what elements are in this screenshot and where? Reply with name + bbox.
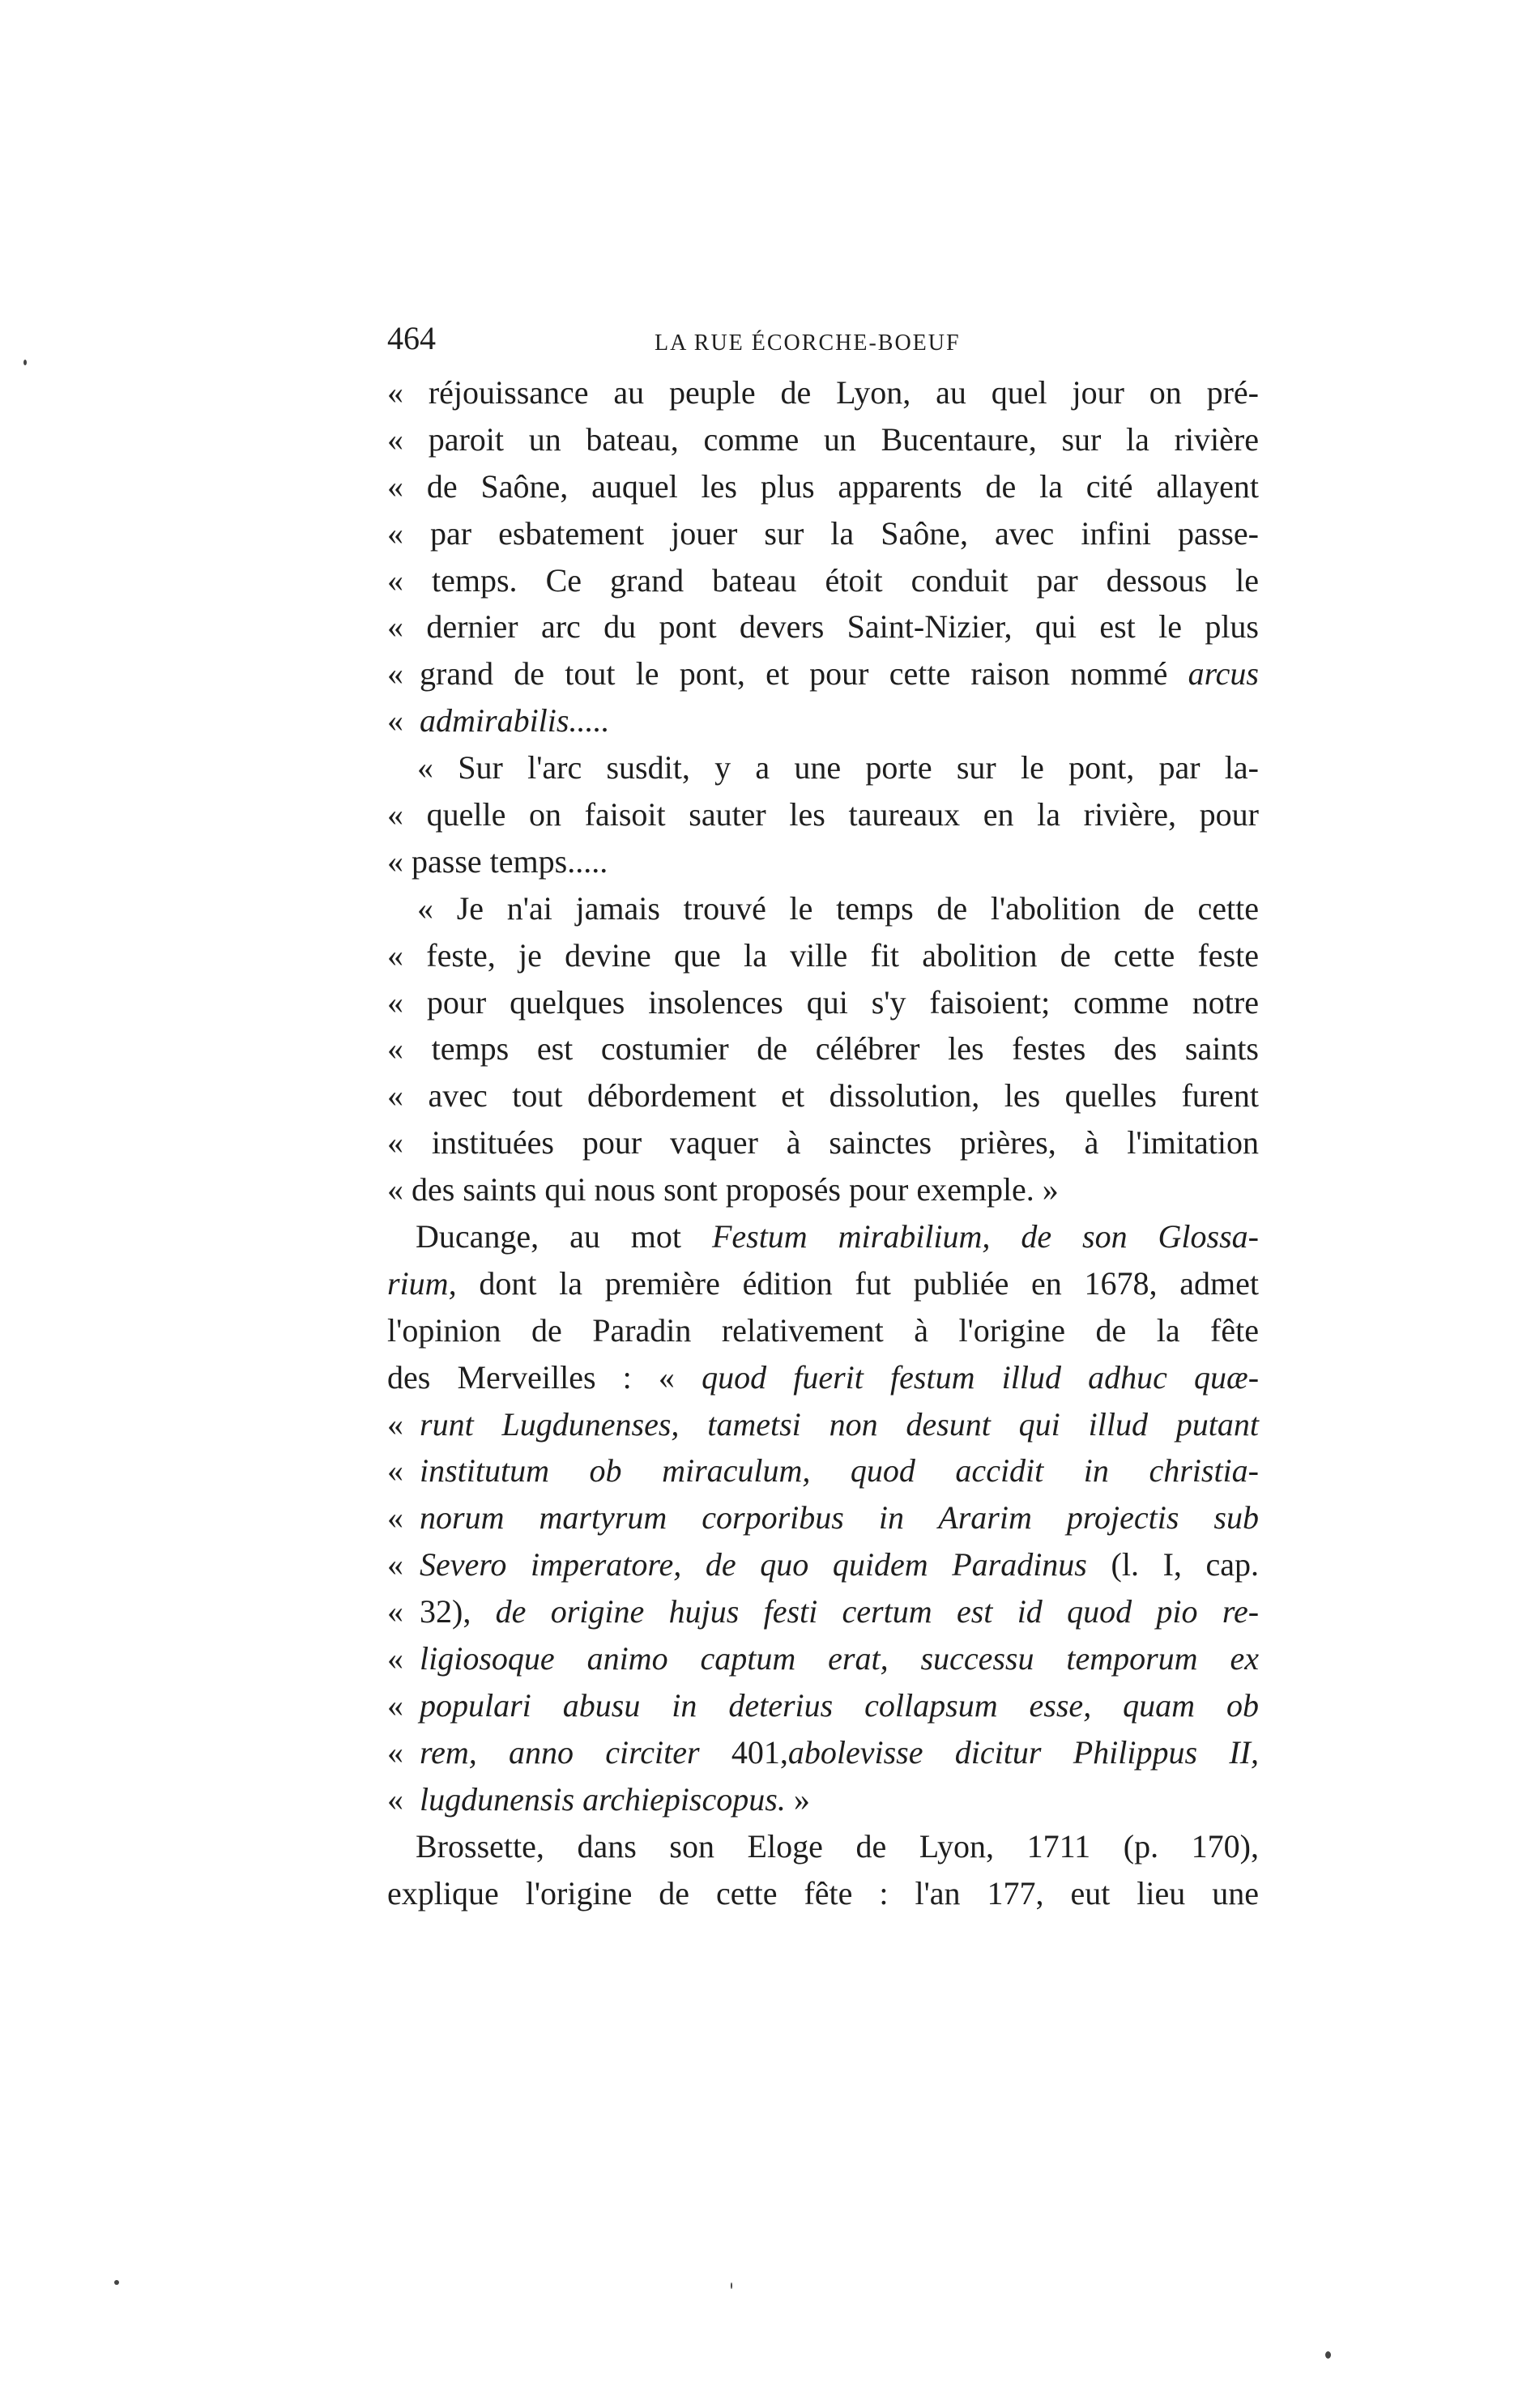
text-line: « institutum ob miraculum, quod accidit in christia- — [387, 1452, 1259, 1490]
text-line: « dernier arc du pont devers Saint-Nizier, qui est le plus — [387, 608, 1259, 646]
text-line: « Sur l'arc susdit, y a une porte sur le pont, par la- — [417, 749, 1259, 786]
text-line: « réjouissance au peuple de Lyon, au quel jour on pré- — [387, 374, 1259, 411]
scan-speck — [114, 2280, 119, 2285]
text-line: « temps. Ce grand bateau étoit conduit par dessous le — [387, 561, 1259, 599]
running-title: LA RUE ÉCORCHE-BOEUF — [655, 330, 961, 356]
text-line: rium, dont la première édition fut publiée en 1678, admet — [387, 1264, 1260, 1302]
page-header — [387, 319, 1262, 368]
text-line: Ducange, au mot Festum mirabilium, de son Glossa- — [416, 1218, 1259, 1255]
text-line: « 32), de origine hujus festi certum est id quod pio re- — [387, 1593, 1260, 1630]
text-line: « grand de tout le pont, et pour cette raison nommé arcus — [387, 655, 1259, 693]
text-line: « rem, anno circiter 401,abolevisse dicitur Philippus II, — [387, 1733, 1259, 1771]
text-line: « passe temps..... — [387, 842, 608, 880]
text-line: « Severo imperatore, de quo quidem Paradinus (l. I, cap. — [387, 1546, 1260, 1583]
scan-speck — [23, 360, 27, 365]
scan-speck — [1325, 2351, 1331, 2359]
text-line: « paroit un bateau, comme un Bucentaure, sur la rivière — [387, 420, 1259, 458]
text-line: Brossette, dans son Eloge de Lyon, 1711 (p. 170), — [416, 1827, 1259, 1865]
text-line: « temps est costumier de célébrer les festes des saints — [387, 1030, 1259, 1068]
text-line: des Merveilles : « quod fuerit festum illud adhuc quæ- — [387, 1358, 1260, 1396]
text-line: « de Saône, auquel les plus apparents de la cité allayent — [387, 467, 1259, 505]
text-line: « des saints qui nous sont proposés pour exemple. » — [387, 1171, 1059, 1208]
text-line: « feste, je devine que la ville fit abolition de cette feste — [387, 936, 1259, 974]
text-line: « avec tout débordement et dissolution, les quelles furent — [387, 1077, 1259, 1114]
text-line: « quelle on faisoit sauter les taureaux en la rivière, pour — [387, 796, 1259, 833]
text-line: « norum martyrum corporibus in Ararim projectis sub — [387, 1499, 1259, 1536]
text-line: « instituées pour vaquer à sainctes prières, à l'imitation — [387, 1124, 1259, 1161]
body-text — [387, 369, 1259, 1916]
text-line: « admirabilis..... — [387, 702, 610, 739]
scan-speck — [731, 2282, 732, 2289]
page-number: 464 — [387, 320, 436, 356]
text-line: explique l'origine de cette fête : l'an 177, eut lieu une — [387, 1874, 1259, 1911]
text-line: « pour quelques insolences qui s'y faisoient; comme notre — [387, 983, 1259, 1021]
text-line: « ligiosoque animo captum erat, successu temporum ex — [387, 1640, 1259, 1677]
text-line: l'opinion de Paradin relativement à l'origine de la fête — [387, 1311, 1259, 1349]
text-line: « Je n'ai jamais trouvé le temps de l'abolition de cette — [417, 889, 1259, 927]
text-line: « lugdunensis archiepiscopus. » — [387, 1780, 810, 1818]
text-line: « par esbatement jouer sur la Saône, avec infini passe- — [387, 514, 1259, 552]
text-line: « runt Lugdunenses, tametsi non desunt qui illud putant — [387, 1405, 1259, 1443]
text-line: « populari abusu in deterius collapsum esse, quam ob — [387, 1686, 1259, 1724]
